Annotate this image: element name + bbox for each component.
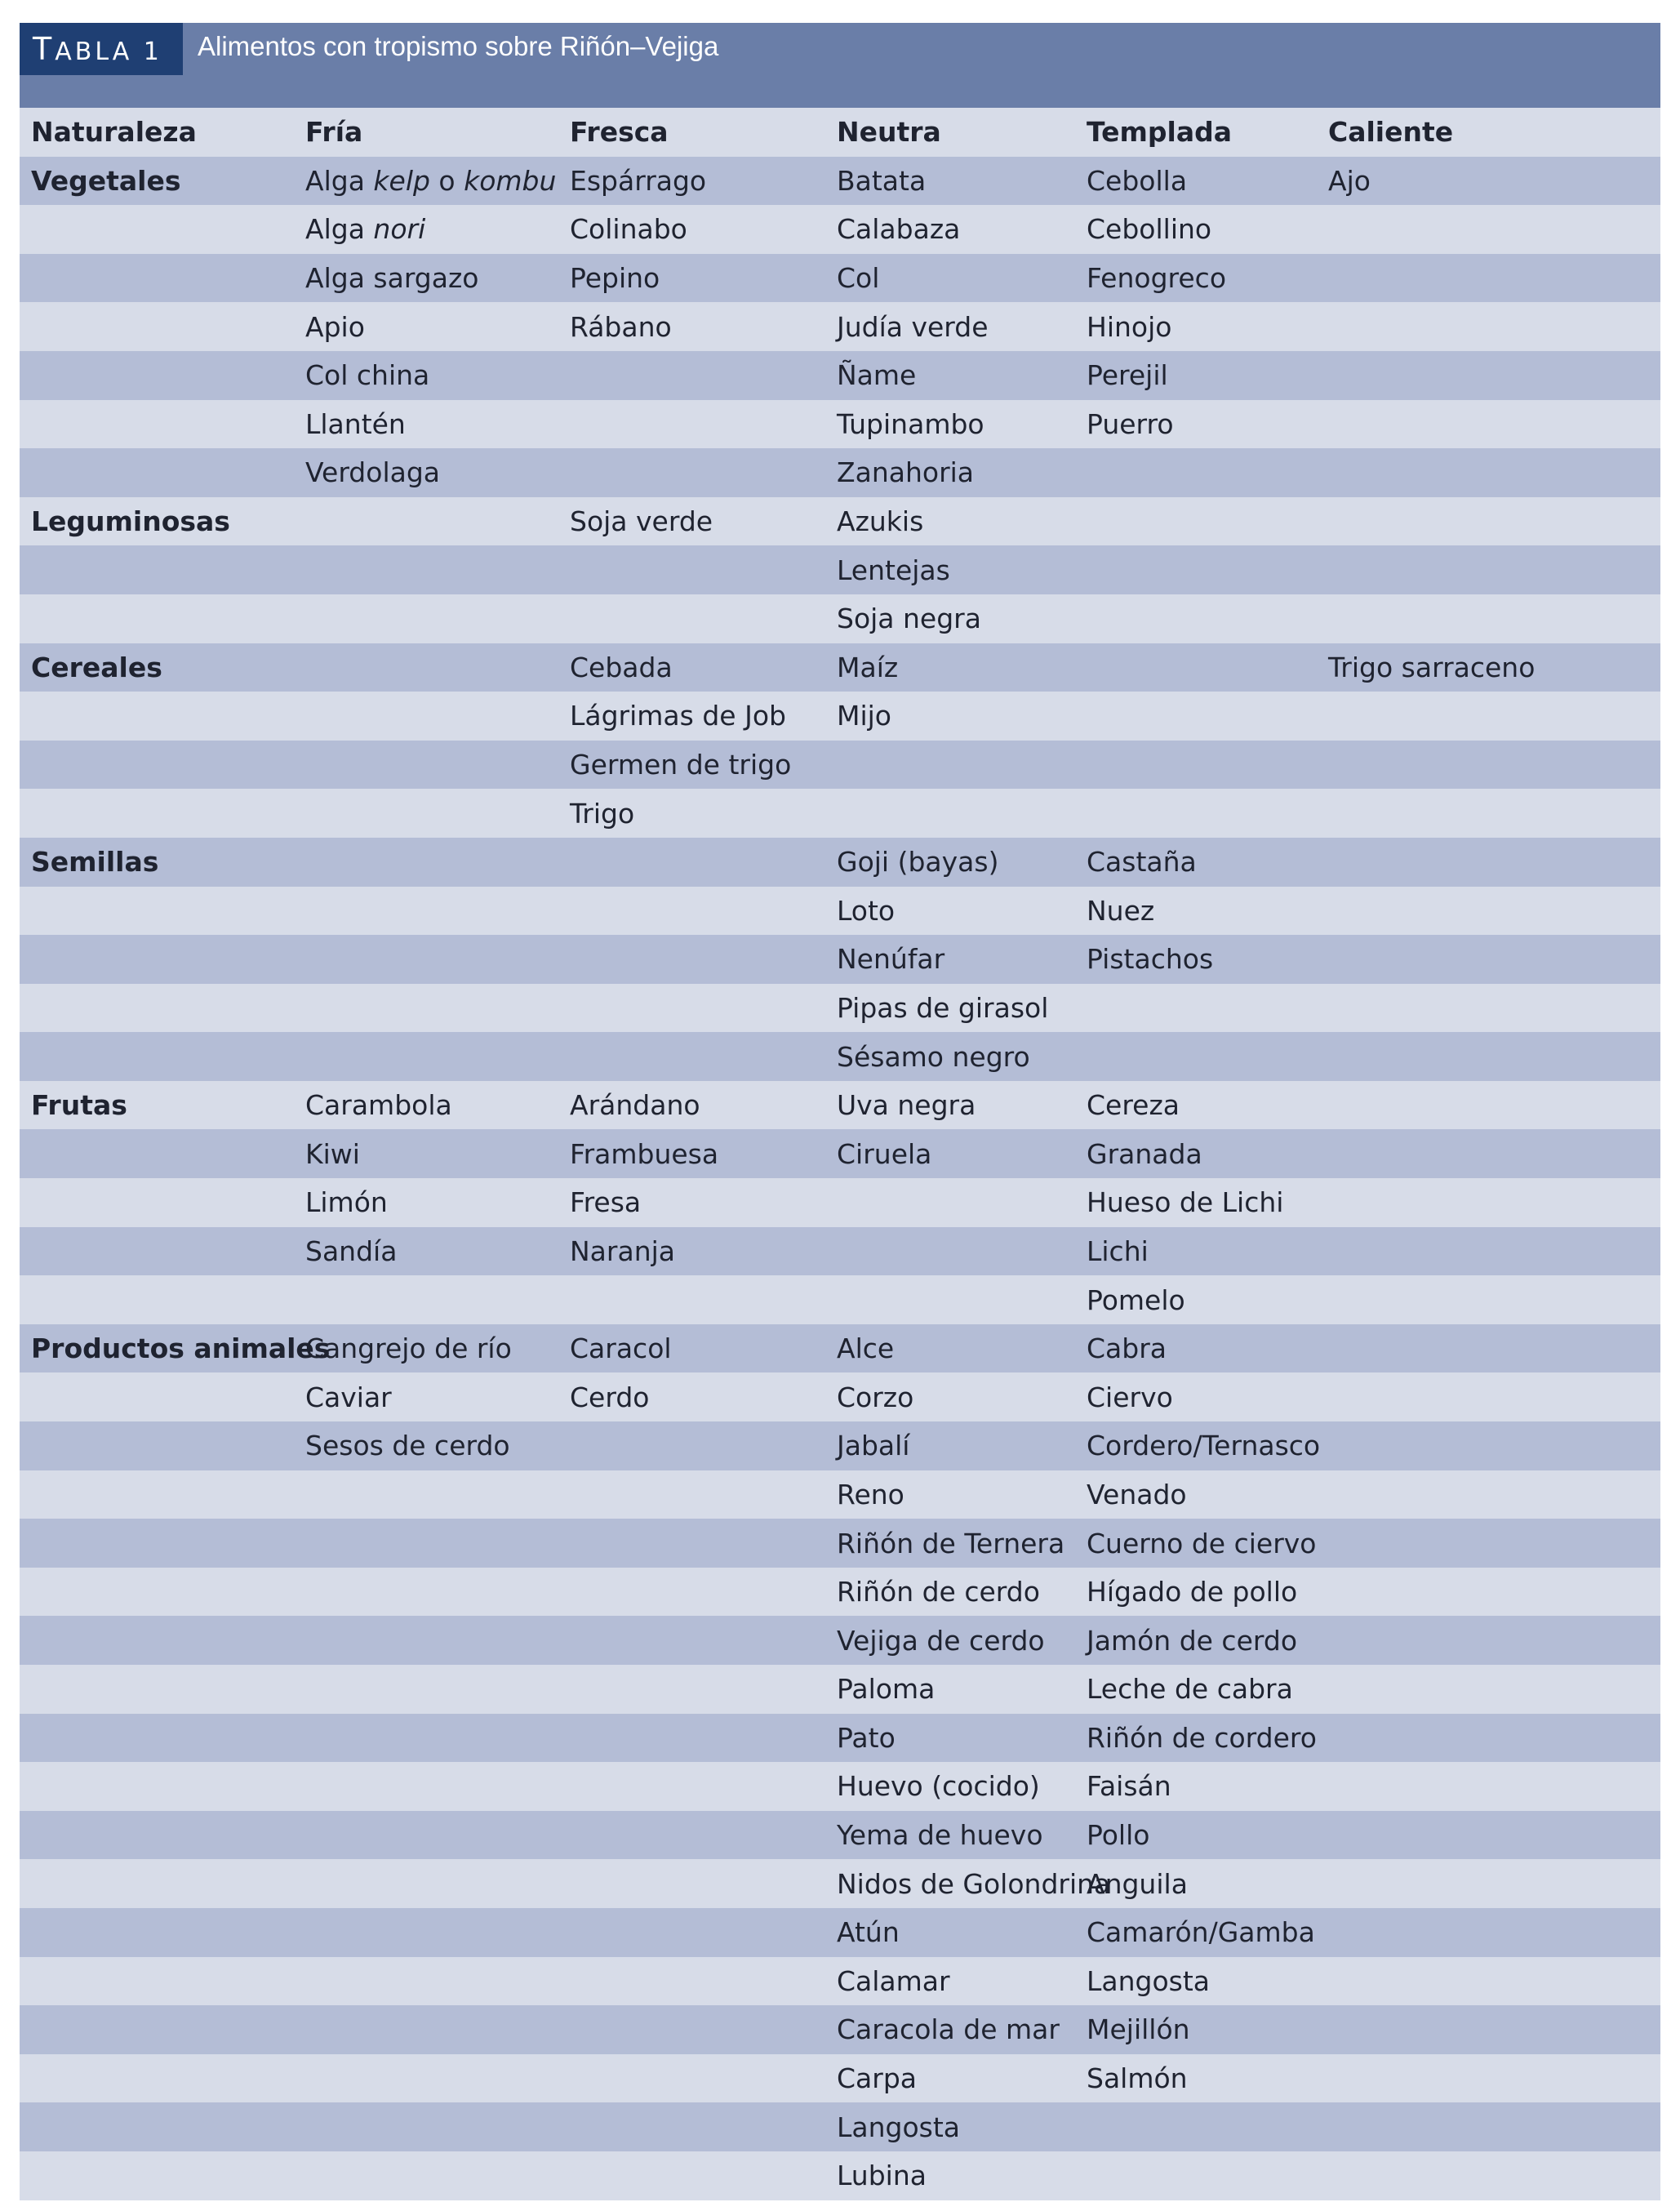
table-body: [20, 157, 1660, 2200]
cell-neutra: Paloma: [837, 1673, 936, 1706]
cell-fria: Limón: [305, 1186, 388, 1219]
table-label-initial: T: [33, 31, 56, 67]
cell-fria: Verdolaga: [305, 456, 440, 489]
cell-text-italic: kelp: [373, 164, 430, 197]
cell-fresca: Rábano: [570, 310, 672, 343]
table-row: [20, 205, 1660, 254]
table-row: [20, 2151, 1660, 2200]
cell-neutra: Atún: [837, 1916, 900, 1949]
table-row: [20, 1859, 1660, 1908]
cell-templada: Pistachos: [1087, 943, 1214, 976]
table-row: [20, 400, 1660, 449]
cell-fria: Carambola: [305, 1089, 452, 1122]
cell-templada: Pollo: [1087, 1819, 1150, 1852]
cell-neutra: Nenúfar: [837, 943, 945, 976]
cell-neutra: Azukis: [837, 505, 924, 538]
cell-neutra: Yema de huevo: [837, 1819, 1043, 1852]
cell-neutra: Langosta: [837, 2111, 961, 2143]
cell-neutra: Sésamo negro: [837, 1040, 1030, 1073]
table-row: [20, 1519, 1660, 1568]
cell-templada: Mejillón: [1087, 2013, 1190, 2046]
table-row: [20, 302, 1660, 351]
cell-fresca: Cerdo: [570, 1381, 650, 1413]
cell-templada: Ciervo: [1087, 1381, 1173, 1413]
cell-templada: Leche de cabra: [1087, 1673, 1293, 1706]
cell-templada: Langosta: [1087, 1964, 1211, 1997]
cell-text-italic: nori: [373, 213, 426, 246]
cell-neutra: Ciruela: [837, 1137, 932, 1170]
table-row: [20, 789, 1660, 838]
cell-naturaleza: Frutas: [31, 1089, 127, 1122]
table-row: [20, 838, 1660, 887]
table-row: [20, 1227, 1660, 1276]
cell-fresca: Germen de trigo: [570, 749, 792, 781]
cell-fria: Cangrejo de río: [305, 1332, 512, 1365]
header-naturaleza: Naturaleza: [31, 116, 197, 149]
cell-neutra: Pipas de girasol: [837, 991, 1049, 1024]
table-row: [20, 1421, 1660, 1470]
cell-templada: Faisán: [1087, 1770, 1171, 1803]
cell-neutra: Riñón de cerdo: [837, 1576, 1040, 1608]
cell-templada: Hueso de Lichi: [1087, 1186, 1284, 1219]
cell-templada: Pomelo: [1087, 1283, 1185, 1316]
cell-templada: Camarón/Gamba: [1087, 1916, 1315, 1949]
cell-templada: Hígado de pollo: [1087, 1576, 1298, 1608]
table-row: [20, 1081, 1660, 1130]
cell-templada: Anguila: [1087, 1867, 1188, 1900]
cell-neutra: Goji (bayas): [837, 846, 999, 879]
table-row: [20, 984, 1660, 1033]
cell-text: o: [429, 164, 464, 197]
cell-templada: Granada: [1087, 1137, 1202, 1170]
table-row: [20, 1714, 1660, 1763]
header-fresca: Fresca: [570, 116, 669, 149]
cell-templada: Riñón de cordero: [1087, 1721, 1317, 1754]
table-row: [20, 1470, 1660, 1519]
table-row: [20, 545, 1660, 594]
cell-fria: [294, 213, 558, 245]
cell-text: Alga: [305, 164, 374, 197]
cell-templada: Hinojo: [1087, 310, 1172, 343]
cell-naturaleza: Vegetales: [31, 164, 181, 197]
cell-text: Alga: [305, 213, 374, 246]
cell-naturaleza: Cereales: [31, 651, 162, 683]
cell-fresca: Arándano: [570, 1089, 700, 1122]
cell-fria: Sesos de cerdo: [305, 1430, 510, 1462]
table-title: Alimentos con tropismo sobre Riñón–Vejiga: [198, 31, 719, 61]
table-row: [20, 643, 1660, 692]
cell-templada: Castaña: [1087, 846, 1197, 879]
table-row: [20, 351, 1660, 400]
cell-templada: Cebolla: [1087, 164, 1188, 197]
cell-templada: Jamón de cerdo: [1087, 1624, 1298, 1657]
cell-neutra: Mijo: [837, 700, 891, 732]
table-header-row: [20, 108, 1660, 157]
table-row: [20, 497, 1660, 546]
header-caliente: Caliente: [1328, 116, 1454, 149]
cell-templada: Cereza: [1087, 1089, 1180, 1122]
cell-templada: Puerro: [1087, 407, 1174, 440]
cell-neutra: Soja negra: [837, 603, 981, 635]
table-row: [20, 1275, 1660, 1324]
cell-fria: Alga sargazo: [305, 262, 479, 295]
table-row: [20, 2102, 1660, 2151]
food-table: [20, 23, 1660, 2200]
table-row: [20, 887, 1660, 936]
cell-neutra: Reno: [837, 1478, 904, 1510]
cell-naturaleza: Leguminosas: [31, 505, 230, 538]
table-row: [20, 1324, 1660, 1373]
cell-caliente: Ajo: [1328, 164, 1371, 197]
cell-fresca: Lágrimas de Job: [570, 700, 786, 732]
cell-fresca: Soja verde: [570, 505, 713, 538]
cell-neutra: Zanahoria: [837, 456, 975, 489]
cell-neutra: Loto: [837, 894, 896, 927]
cell-neutra: Vejiga de cerdo: [837, 1624, 1045, 1657]
cell-templada: Venado: [1087, 1478, 1187, 1510]
table-row: [20, 1129, 1660, 1178]
cell-neutra: Caracola de mar: [837, 2013, 1060, 2046]
table-row: [20, 1762, 1660, 1811]
cell-fresca: Naranja: [570, 1235, 676, 1267]
table-row: [20, 2005, 1660, 2054]
table-row: [20, 1032, 1660, 1081]
cell-neutra: Judía verde: [837, 310, 989, 343]
table-label-rest: ABLA 1: [55, 38, 162, 66]
cell-neutra: Uva negra: [837, 1089, 976, 1122]
header-fria: Fría: [305, 116, 363, 149]
cell-naturaleza: Semillas: [31, 846, 159, 879]
cell-neutra: Huevo (cocido): [837, 1770, 1040, 1803]
cell-neutra: Alce: [837, 1332, 895, 1365]
table-row: [20, 448, 1660, 497]
cell-fresca: Frambuesa: [570, 1137, 719, 1170]
cell-neutra: Lubina: [837, 2160, 927, 2192]
cell-neutra: Calabaza: [837, 213, 961, 246]
cell-neutra: Jabalí: [837, 1430, 910, 1462]
cell-neutra: Ñame: [837, 359, 917, 392]
table-row: [20, 594, 1660, 643]
cell-templada: Cabra: [1087, 1332, 1167, 1365]
table-row: [20, 1616, 1660, 1665]
cell-fresca: Espárrago: [570, 164, 707, 197]
cell-templada: Cordero/Ternasco: [1087, 1430, 1321, 1462]
table-row: [20, 1908, 1660, 1957]
table-label: [20, 23, 183, 75]
cell-fria: Apio: [305, 310, 365, 343]
cell-templada: Fenogreco: [1087, 262, 1227, 295]
table-row: [20, 741, 1660, 790]
cell-neutra: Corzo: [837, 1381, 914, 1413]
table-row: [20, 157, 1660, 206]
cell-neutra: Carpa: [837, 2062, 918, 2095]
table-banner: [20, 23, 1660, 108]
cell-neutra: Nidos de Golondrina: [837, 1867, 1111, 1900]
table-row: [20, 1372, 1660, 1421]
cell-neutra: Batata: [837, 164, 927, 197]
cell-templada: Salmón: [1087, 2062, 1188, 2095]
cell-templada: Cuerno de ciervo: [1087, 1527, 1317, 1559]
table-row: [20, 1665, 1660, 1714]
cell-neutra: Tupinambo: [837, 407, 984, 440]
table-row: [20, 1957, 1660, 2006]
table-row: [20, 692, 1660, 741]
cell-neutra: Maíz: [837, 651, 899, 683]
table-row: [20, 1568, 1660, 1617]
cell-templada: Nuez: [1087, 894, 1155, 927]
cell-fria: Llantén: [305, 407, 406, 440]
cell-fresca: Colinabo: [570, 213, 687, 246]
cell-templada: Cebollino: [1087, 213, 1212, 246]
table-row: [20, 1811, 1660, 1860]
cell-fria: Caviar: [305, 1381, 392, 1413]
cell-fresca: Fresa: [570, 1186, 642, 1219]
cell-text-italic: kombu: [464, 164, 557, 197]
cell-fria: Kiwi: [305, 1137, 360, 1170]
header-templada: Templada: [1087, 116, 1232, 149]
cell-fria: Col china: [305, 359, 430, 392]
cell-neutra: Col: [837, 262, 880, 295]
table-row: [20, 935, 1660, 984]
cell-templada: Lichi: [1087, 1235, 1149, 1267]
cell-neutra: Riñón de Ternera: [837, 1527, 1065, 1559]
cell-fria: Sandía: [305, 1235, 398, 1267]
cell-fresca: Pepino: [570, 262, 660, 295]
cell-fresca: Caracol: [570, 1332, 672, 1365]
table-row: [20, 1178, 1660, 1227]
header-neutra: Neutra: [837, 116, 941, 149]
table-row: [20, 254, 1660, 303]
cell-fria: [294, 165, 558, 197]
cell-neutra: Lentejas: [837, 554, 950, 586]
cell-fresca: Cebada: [570, 651, 673, 683]
cell-neutra: Pato: [837, 1721, 896, 1754]
cell-caliente: Trigo sarraceno: [1328, 651, 1536, 683]
cell-neutra: Calamar: [837, 1964, 950, 1997]
table-row: [20, 2054, 1660, 2103]
cell-naturaleza: Productos animales: [31, 1332, 331, 1365]
cell-templada: Perejil: [1087, 359, 1168, 392]
cell-fresca: Trigo: [570, 797, 635, 830]
